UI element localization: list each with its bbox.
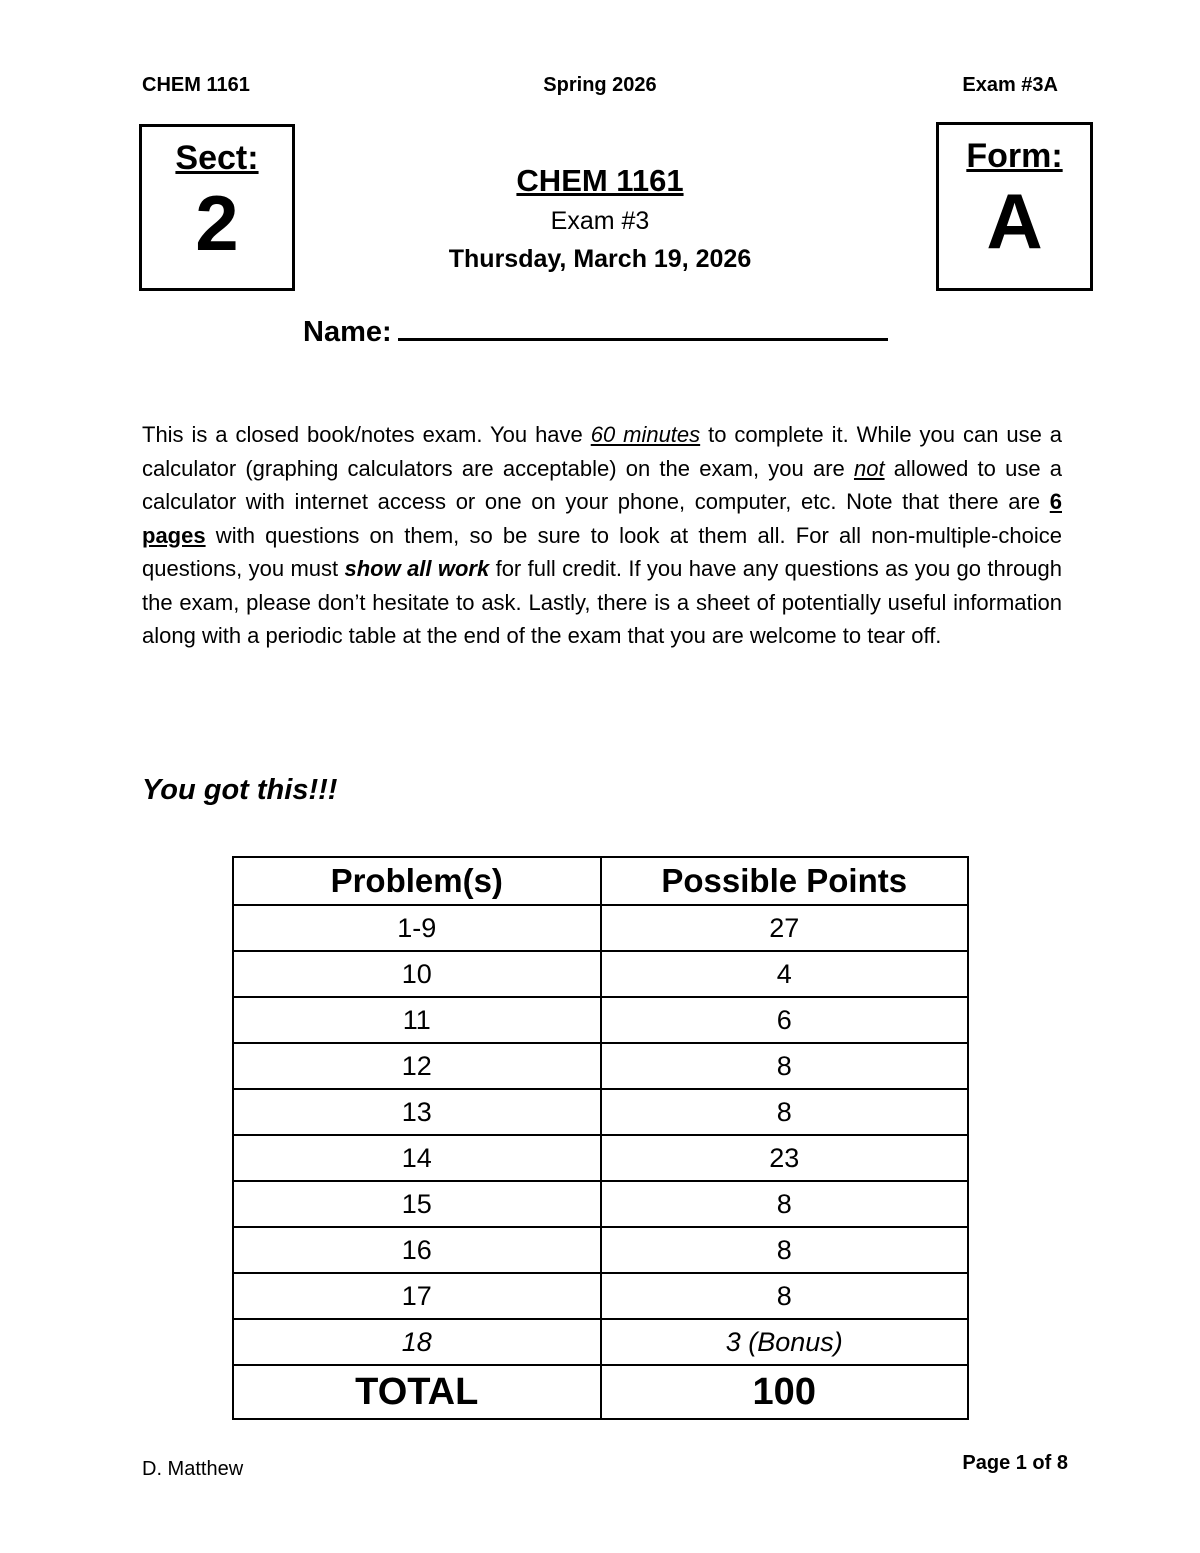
- intro-text-5: for full credit. If you have any questions as you go through the exam, please don’t hesitate to ask. Lastly, there is a sheet of potentially useful information along with a periodic table at the end of the exam that you are welcome to tear off.: [142, 556, 1062, 648]
- footer-author: D. Matthew: [142, 1458, 244, 1480]
- header-term: Spring 2026: [543, 74, 657, 96]
- header-course: CHEM 1161: [142, 74, 250, 96]
- problem-cell: 11: [233, 997, 601, 1043]
- form-label: Form:: [966, 137, 1063, 175]
- table-row: [233, 1181, 968, 1227]
- total-value-cell: 100: [601, 1365, 969, 1419]
- intro-page-count: 6 pages: [142, 489, 1062, 548]
- intro-not-emphasis: not: [853, 455, 885, 481]
- points-cell: 4: [601, 951, 969, 997]
- intro-text-3: allowed to use a calculator with internet access or one on your phone, computer, etc. Note that there are: [142, 455, 1062, 514]
- points-cell: 8: [601, 1089, 969, 1135]
- intro-show-work: show all work: [344, 556, 490, 581]
- problem-cell: 18: [233, 1319, 601, 1365]
- table-row-total: [233, 1365, 968, 1419]
- header-exam-code: Exam #3A: [962, 74, 1058, 96]
- problem-cell: 1-9: [233, 905, 601, 951]
- problem-cell: 10: [233, 951, 601, 997]
- table-row-bonus: [233, 1319, 968, 1365]
- intro-time-limit: 60 minutes: [590, 422, 701, 447]
- points-cell: 6: [601, 997, 969, 1043]
- points-cell: 3 (Bonus): [601, 1319, 969, 1365]
- problem-cell: 12: [233, 1043, 601, 1089]
- footer-page-number: Page 1 of 8: [962, 1452, 1068, 1474]
- encouragement-text: You got this!!!: [142, 774, 338, 806]
- name-label: Name:: [303, 316, 392, 348]
- column-header-points: Possible Points: [601, 857, 969, 905]
- title-date: Thursday, March 19, 2026: [448, 245, 752, 273]
- table-row: [233, 1273, 968, 1319]
- table-row: [233, 997, 968, 1043]
- points-cell: 27: [601, 905, 969, 951]
- name-field[interactable]: [303, 308, 888, 349]
- problem-cell: 16: [233, 1227, 601, 1273]
- points-cell: 8: [601, 1181, 969, 1227]
- problem-cell: 15: [233, 1181, 601, 1227]
- section-value: 2: [195, 179, 239, 267]
- name-blank-line[interactable]: [398, 308, 888, 341]
- title-exam: Exam #3: [550, 207, 650, 235]
- table-row: [233, 1135, 968, 1181]
- problem-cell: 13: [233, 1089, 601, 1135]
- intro-text-1: This is a closed book/notes exam. You have: [142, 422, 591, 447]
- table-row: [233, 1227, 968, 1273]
- points-table: [232, 856, 969, 1420]
- section-label: Sect:: [175, 139, 259, 177]
- table-row: [233, 905, 968, 951]
- points-cell: 8: [601, 1043, 969, 1089]
- problem-cell: 17: [233, 1273, 601, 1319]
- total-label-cell: TOTAL: [233, 1365, 601, 1419]
- intro-text-4: with questions on them, so be sure to look at them all. For all non-multiple-choice questions, you must: [142, 522, 1062, 581]
- table-row: [233, 1043, 968, 1089]
- points-cell: 8: [601, 1227, 969, 1273]
- form-value: A: [986, 177, 1043, 265]
- table-row: [233, 951, 968, 997]
- points-cell: 23: [601, 1135, 969, 1181]
- table-row: [233, 1089, 968, 1135]
- form-box: [936, 122, 1093, 291]
- points-cell: 8: [601, 1273, 969, 1319]
- table-header-row: [233, 857, 968, 905]
- title-course: CHEM 1161: [516, 163, 684, 198]
- instructions-paragraph: [142, 418, 1062, 653]
- column-header-problems: Problem(s): [233, 857, 601, 905]
- intro-text-2: to complete it. While you can use a calculator (graphing calculators are acceptable) on the exam, you are: [142, 422, 1062, 481]
- problem-cell: 14: [233, 1135, 601, 1181]
